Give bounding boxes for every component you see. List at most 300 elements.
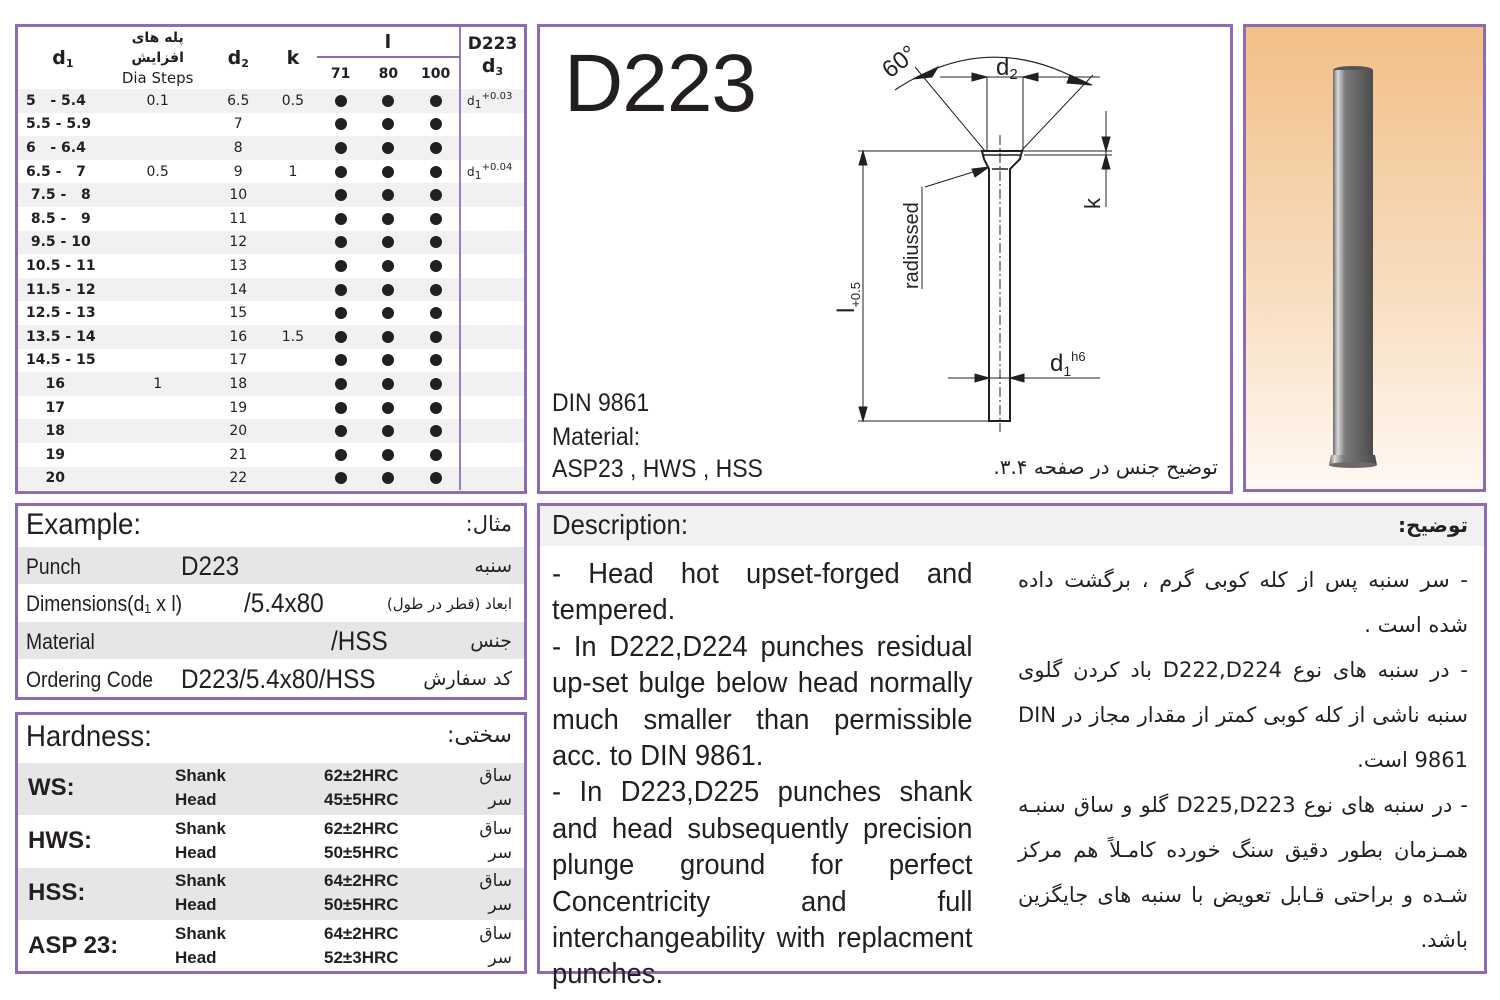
available-dot-icon [382, 402, 394, 414]
cell-dia-step [108, 443, 208, 467]
example-label-fa: کد سفارش [423, 668, 512, 690]
cell-d3: $d1^{+0.03}$ [460, 89, 524, 113]
table-row [18, 419, 524, 443]
shank-label-fa: ساق [479, 923, 512, 944]
cell-l100 [412, 113, 460, 137]
cell-d1: 17 [26, 399, 65, 416]
cell-l71 [317, 419, 365, 443]
description-persian [1018, 558, 1468, 963]
technical-drawing-panel [537, 24, 1233, 494]
available-dot-icon [430, 118, 442, 130]
table-row [18, 278, 524, 302]
d3-title: D223 [467, 34, 518, 54]
cell-d1: 19 [26, 446, 65, 463]
shank-label: Shank [175, 923, 227, 943]
col-header-d2: $d_2$ [227, 46, 249, 70]
cell-k: 1 [288, 163, 298, 180]
hardness-row [18, 921, 524, 973]
cell-d3 [460, 254, 524, 278]
available-dot-icon [382, 425, 394, 437]
cell-d1: 5.5 - 5.9 [26, 116, 92, 133]
cell-l71 [317, 349, 365, 373]
available-dot-icon [335, 236, 347, 248]
length-label: $l_{+0.5}$ [833, 281, 863, 313]
table-row [18, 443, 524, 467]
table-row [18, 89, 524, 113]
hardness-title-fa: سختی: [446, 723, 512, 748]
available-dot-icon [430, 166, 442, 178]
cell-d2: 19 [229, 399, 248, 416]
cell-k [269, 467, 317, 491]
available-dot-icon [382, 118, 394, 130]
material-label: Material: [552, 423, 641, 451]
cell-l80 [365, 183, 413, 207]
description-english [552, 556, 972, 993]
example-value: /5.4x80 [244, 588, 324, 618]
k-label: k [1080, 198, 1105, 209]
cell-l80 [365, 278, 413, 302]
available-dot-icon [382, 213, 394, 225]
cell-l80 [365, 372, 413, 396]
table-row [18, 325, 524, 349]
cell-d3 [460, 325, 524, 349]
cell-l100 [412, 160, 460, 184]
cell-dia-step: 1 [108, 372, 208, 396]
hardness-material: WS: [28, 774, 75, 801]
available-dot-icon [382, 95, 394, 107]
available-dot-icon [382, 331, 394, 343]
shank-label-fa: ساق [479, 818, 512, 839]
cell-l100 [412, 231, 460, 255]
cell-d1: 11.5 - 12 [18, 278, 108, 302]
col-header-d3: D223 $d_3$ [460, 27, 524, 89]
description-item: - In D222,D224 punches residual up-set bulge below head normally much smaller than permissible acc. to DIN 9861. [552, 630, 973, 773]
description-panel [537, 503, 1487, 991]
angle-label: 60° [877, 40, 923, 84]
shank-hardness-value: 64±2HRC [324, 923, 399, 943]
cell-d2: 12 [207, 231, 269, 255]
cell-k [269, 207, 317, 231]
head-label-fa: سر [488, 842, 512, 863]
available-dot-icon [430, 354, 442, 366]
available-dot-icon [335, 425, 347, 437]
cell-d1: 18 [18, 419, 108, 443]
cell-dia-step [108, 113, 208, 137]
description-item-fa: - در سنبه های نوع D225,D223 گلو و ساق سنبـه همـزمان بطور دقیق سنگ خورده کامـلاً هم مرکز شـده و براحتی قـابل تعویض با سنبه های جایگزین باشد. [1018, 793, 1469, 952]
cell-l100 [412, 278, 460, 302]
size-table-panel [15, 24, 527, 494]
hardness-material: HSS: [28, 879, 86, 906]
available-dot-icon [382, 236, 394, 248]
cell-l100 [412, 419, 460, 443]
cell-d2: 18 [207, 372, 269, 396]
hardness-title: Hardness: [26, 720, 152, 753]
available-dot-icon [382, 378, 394, 390]
cell-d2: 6.5 [207, 89, 269, 113]
table-row [18, 113, 524, 137]
cell-dia-step: 0.5 [146, 163, 169, 180]
table-row [18, 207, 524, 231]
cell-d2: 10 [207, 183, 269, 207]
available-dot-icon [335, 331, 347, 343]
cell-d2: 9 [233, 163, 243, 180]
cell-l71 [317, 443, 365, 467]
table-row [18, 349, 524, 373]
available-dot-icon [430, 331, 442, 343]
available-dot-icon [335, 213, 347, 225]
table-row [18, 136, 524, 160]
cell-d3 [460, 467, 524, 491]
description-item-fa: - سر سنبه پس از کله کوبی گرم ، برگشت داده شده است . [1018, 568, 1468, 637]
cell-d1: 10.5 - 11 [26, 257, 96, 274]
cell-l71 [317, 467, 365, 491]
size-table-body [18, 89, 524, 490]
head-label: Head [175, 947, 217, 967]
cell-dia-step [108, 301, 208, 325]
example-title-fa: مثال: [465, 512, 512, 536]
description-item-fa: - در سنبه های نوع D222,D224 باد کردن گلوی سنبه ناشی از کله کوبی کمتر از مقدار مجاز در DIN 9861 است. [1018, 658, 1469, 772]
cell-dia-step [108, 136, 208, 160]
d1-label: $d_1^{h6}$ [1050, 349, 1086, 379]
cell-l71 [317, 372, 365, 396]
cell-d2: 14 [207, 278, 269, 302]
example-value: D223 [181, 551, 240, 581]
col-header-d1: $d_1$ [52, 46, 74, 70]
description-title: Description: [552, 509, 689, 540]
cell-dia-step [108, 349, 208, 373]
cell-l71 [317, 301, 365, 325]
available-dot-icon [430, 260, 442, 272]
cell-l71 [317, 207, 365, 231]
cell-d2: 16 [207, 325, 269, 349]
available-dot-icon [430, 284, 442, 296]
table-row [18, 467, 524, 491]
size-table [18, 27, 524, 490]
available-dot-icon [382, 307, 394, 319]
cell-dia-step [108, 419, 208, 443]
dia-steps-en: Dia Steps [121, 69, 194, 87]
cell-d2: 13 [229, 257, 248, 274]
cell-k [269, 396, 317, 420]
cell-l71 [317, 254, 365, 278]
material-note-fa: توضیح جنس در صفحه ۳.۴. [993, 455, 1218, 479]
head-label: Head [175, 842, 217, 862]
cell-l71 [317, 325, 365, 349]
head-label: Head [175, 790, 217, 809]
head-label-fa: سر [488, 895, 512, 915]
available-dot-icon [430, 189, 442, 201]
available-dot-icon [335, 472, 347, 484]
col-header-l: l [317, 27, 460, 57]
available-dot-icon [335, 378, 347, 390]
cell-d1: 12.5 - 13 [26, 305, 96, 322]
shank-label-fa: ساق [479, 766, 512, 786]
available-dot-icon [335, 354, 347, 366]
cell-l100 [412, 136, 460, 160]
available-dot-icon [335, 307, 347, 319]
cell-d1: 6.5 - 7 [26, 163, 86, 180]
cell-l71 [317, 136, 365, 160]
cell-l100 [412, 301, 460, 325]
cell-l100 [412, 372, 460, 396]
cell-k [269, 183, 317, 207]
cell-l71 [317, 231, 365, 255]
punch-technical-drawing [540, 27, 1230, 491]
example-row-punch [18, 547, 524, 584]
hardness-header [18, 715, 524, 761]
cell-l100 [412, 207, 460, 231]
hardness-panel [15, 712, 527, 974]
available-dot-icon [382, 284, 394, 296]
cell-l80 [365, 467, 413, 491]
cell-k [269, 372, 317, 396]
cell-l80 [365, 419, 413, 443]
cell-l80 [365, 136, 413, 160]
example-row-material [18, 622, 524, 659]
available-dot-icon [430, 378, 442, 390]
shank-hardness-value: 62±2HRC [324, 766, 399, 785]
example-row-dimensions [18, 584, 524, 621]
available-dot-icon [335, 95, 347, 107]
available-dot-icon [335, 166, 347, 178]
cell-d1: 6 - 6.4 [18, 136, 108, 160]
shank-label: Shank [175, 818, 227, 838]
description-header [540, 506, 1484, 546]
table-row [18, 372, 524, 396]
cell-l80 [365, 349, 413, 373]
cell-dia-step [108, 183, 208, 207]
example-panel [15, 503, 527, 700]
available-dot-icon [382, 260, 394, 272]
example-label-fa: ابعاد (قطر در طول) [386, 595, 512, 613]
cell-d1: 14.5 - 15 [26, 352, 96, 369]
col-header-dia-steps [108, 27, 208, 89]
cell-d3 [460, 443, 524, 467]
cell-l100 [412, 467, 460, 491]
cell-k [269, 301, 317, 325]
available-dot-icon [430, 307, 442, 319]
cell-d2: 17 [229, 352, 248, 369]
available-dot-icon [430, 402, 442, 414]
ordering-code-value: D223/5.4x80/HSS [181, 664, 376, 694]
head-label-fa: سر [488, 790, 512, 810]
description-item: - In D223,D225 punches shank and head subsequently precision plunge ground for perfect Concentricity and full interchangeability with replacment punches. [552, 776, 973, 991]
available-dot-icon [335, 260, 347, 272]
dia-steps-fa: پله های افزایش [131, 30, 184, 66]
head-label-fa: سر [488, 947, 512, 968]
hardness-row [18, 868, 524, 920]
available-dot-icon [335, 449, 347, 461]
cell-k [269, 231, 317, 255]
cell-k [269, 443, 317, 467]
cell-d3 [460, 419, 524, 443]
cell-l80 [365, 325, 413, 349]
cell-d3: $d1^{+0.04}$ [460, 160, 524, 184]
cell-d3 [460, 231, 524, 255]
hardness-row [18, 763, 524, 815]
punch-photo [1246, 27, 1483, 489]
available-dot-icon [335, 118, 347, 130]
shank-label: Shank [175, 766, 227, 785]
cell-l71 [317, 278, 365, 302]
available-dot-icon [430, 213, 442, 225]
cell-d1: 7.5 - 8 [18, 183, 108, 207]
shank-label-fa: ساق [479, 871, 512, 891]
head-hardness-value: 45±5HRC [324, 790, 399, 809]
cell-d3 [460, 207, 524, 231]
hardness-material: ASP 23: [28, 931, 119, 959]
cell-l71 [317, 183, 365, 207]
head-label: Head [175, 895, 217, 914]
shank-label: Shank [175, 871, 227, 890]
available-dot-icon [430, 142, 442, 154]
cell-l80 [365, 231, 413, 255]
cell-l100 [412, 396, 460, 420]
cell-d3 [460, 278, 524, 302]
cell-dia-step [108, 325, 208, 349]
available-dot-icon [430, 95, 442, 107]
cell-d2: 22 [207, 467, 269, 491]
cell-l80 [365, 254, 413, 278]
cell-l71 [317, 396, 365, 420]
cell-l80 [365, 160, 413, 184]
cell-d3 [460, 396, 524, 420]
cell-dia-step: 0.1 [108, 89, 208, 113]
cell-k [269, 419, 317, 443]
radiussed-label: radiussed [901, 202, 923, 289]
cell-dia-step [108, 254, 208, 278]
available-dot-icon [335, 284, 347, 296]
available-dot-icon [382, 189, 394, 201]
available-dot-icon [382, 354, 394, 366]
cell-d2: 7 [233, 116, 243, 133]
d2-label: d2 [996, 54, 1018, 83]
product-code-title: D223 [564, 38, 757, 129]
cell-dia-step [108, 278, 208, 302]
example-header [18, 506, 524, 546]
example-label: Material [26, 629, 95, 654]
available-dot-icon [382, 166, 394, 178]
cell-k [269, 254, 317, 278]
example-value: /HSS [331, 626, 388, 656]
available-dot-icon [382, 449, 394, 461]
available-dot-icon [382, 142, 394, 154]
hardness-material: HWS: [28, 826, 92, 854]
cell-d3 [460, 136, 524, 160]
cell-d1: 8.5 - 9 [26, 210, 91, 227]
cell-l80 [365, 89, 413, 113]
cell-d2: 8 [207, 136, 269, 160]
cell-d1: 5 - 5.4 [18, 89, 108, 113]
col-header-l-80: 80 [378, 65, 399, 82]
col-header-k: k [286, 47, 300, 69]
cell-l80 [365, 113, 413, 137]
din-standard: DIN 9861 [552, 389, 650, 417]
cell-k [269, 349, 317, 373]
col-header-l-100: 100 [421, 65, 451, 82]
head-hardness-value: 50±5HRC [324, 895, 399, 914]
cell-dia-step [108, 207, 208, 231]
cell-l80 [365, 207, 413, 231]
cell-d1: 9.5 - 10 [18, 231, 108, 255]
available-dot-icon [430, 472, 442, 484]
available-dot-icon [382, 472, 394, 484]
cell-l100 [412, 254, 460, 278]
material-list: ASP23 , HWS , HSS [552, 455, 763, 483]
cell-d1: 16 [18, 372, 108, 396]
example-label-fa: جنس [470, 630, 512, 652]
cell-l100 [412, 325, 460, 349]
cell-d1: 20 [18, 467, 108, 491]
example-label: Punch [26, 554, 81, 579]
cell-l71 [317, 89, 365, 113]
example-title: Example: [26, 508, 142, 541]
example-label: Dimensions(d₁ x l) [26, 591, 183, 616]
cell-dia-step [108, 231, 208, 255]
cell-d3 [460, 113, 524, 137]
cell-l80 [365, 301, 413, 325]
available-dot-icon [335, 142, 347, 154]
table-row [18, 183, 524, 207]
available-dot-icon [430, 425, 442, 437]
hardness-row [18, 816, 524, 868]
cell-d3 [460, 349, 524, 373]
available-dot-icon [430, 236, 442, 248]
shank-hardness-value: 64±2HRC [324, 871, 399, 890]
cell-l100 [412, 443, 460, 467]
example-label: Ordering Code [26, 667, 153, 692]
available-dot-icon [335, 189, 347, 201]
cell-d2: 15 [229, 305, 248, 322]
cell-d2: 11 [229, 210, 248, 227]
cell-l100 [412, 349, 460, 373]
description-title-fa: توضیح: [1398, 513, 1468, 537]
table-row [18, 396, 524, 420]
cell-d2: 20 [207, 419, 269, 443]
cell-dia-step [108, 467, 208, 491]
cell-l71 [317, 113, 365, 137]
cell-l80 [365, 396, 413, 420]
description-item: - Head hot upset-forged and tempered. [552, 558, 973, 627]
cell-k [269, 113, 317, 137]
cell-d3 [460, 301, 524, 325]
cell-k [269, 136, 317, 160]
cell-l71 [317, 160, 365, 184]
cell-d3 [460, 372, 524, 396]
col-header-l-71: 71 [330, 65, 351, 82]
example-row-ordering-code [18, 660, 524, 697]
cell-d2: 21 [229, 446, 248, 463]
cell-dia-step [108, 396, 208, 420]
table-row [18, 254, 524, 278]
available-dot-icon [335, 402, 347, 414]
cell-d1: 13.5 - 14 [18, 325, 108, 349]
cell-k: 1.5 [269, 325, 317, 349]
cell-k: 0.5 [269, 89, 317, 113]
cell-d3 [460, 183, 524, 207]
cell-l100 [412, 183, 460, 207]
cell-l100 [412, 89, 460, 113]
table-row [18, 160, 524, 184]
example-label-fa: سنبه [474, 555, 512, 577]
head-hardness-value: 52±3HRC [324, 947, 399, 967]
table-row [18, 231, 524, 255]
shank-hardness-value: 62±2HRC [324, 818, 399, 838]
product-photo-panel [1243, 24, 1486, 492]
cell-k [269, 278, 317, 302]
available-dot-icon [430, 449, 442, 461]
table-row [18, 301, 524, 325]
